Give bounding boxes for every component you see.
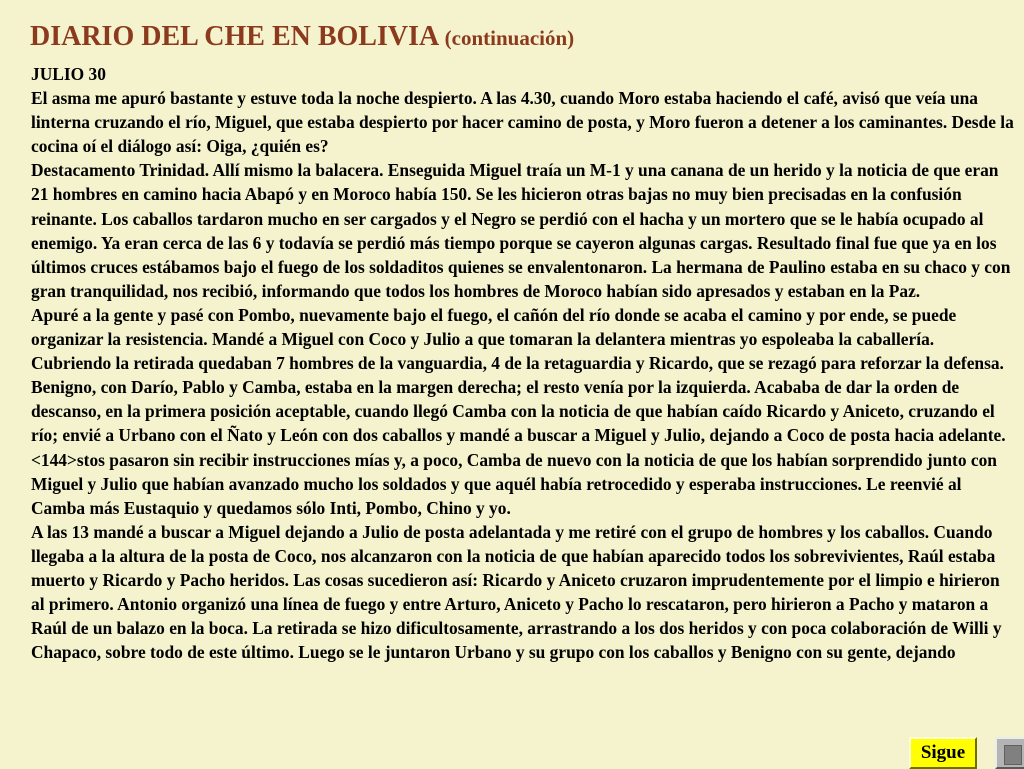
entry-paragraph-2: Destacamento Trinidad. Allí mismo la balacera. Enseguida Miguel traía un M-1 y una canana de un herido y la noticia de que eran 21 hombres en camino hacia Abapó y en Moroco había 150. Se les hicieron otras bajas no muy bien precisadas en la confusión reinante. Los caballos tardaron mucho en ser cargados y el Negro se perdió con el hacha y un mortero que se le había ocupado al enemigo. Ya eran cerca de las 6 y todavía se perdió más tiempo porque se cayeron algunas cargas. Resultado final fue que ya en los últimos cruces estábamos bajo el fuego de los soldaditos quienes se envalentonaron. La hermana de Paulino estaba en su chaco y con gran tranquilidad, nos recibió, informando que todos los hombres de Moroco habían sido apresados y estaban en la Paz. (31, 160, 1011, 301)
next-button[interactable]: Sigue (909, 737, 977, 769)
entry-paragraph-3: Apuré a la gente y pasé con Pombo, nuevamente bajo el fuego, el cañón del río donde se acaba el camino y por ende, se puede organizar la resistencia. Mandé a Miguel con Coco y Julio a que tomaran la delantera mientras yo espoleaba la caballería. Cubriendo la retirada quedaban 7 hombres de la vanguardia, 4 de la retaguardia y Ricardo, que se rezagó para reforzar la defensa. Benigno, con Darío, Pablo y Camba, estaba en la margen derecha; el resto venía por la izquierda. Acababa de dar la orden de descanso, en la primera posición aceptable, cuando llegó Camba con la noticia de que habían caído Ricardo y Aniceto, cruzando el río; envié a Urbano con el Ñato y León con dos caballos y mandé a buscar a Miguel y Julio, dejando a Coco de posta hacia adelante. <144>stos pasaron sin recibir instrucciones mías y, a poco, Camba de nuevo con la noticia de que los habían sorprendido junto con Miguel y Julio que habían avanzado mucho los soldados y que aquél había retrocedido y esperaba instrucciones. Le reenvié al Camba más Eustaquio y quedamos sólo Inti, Pombo, Chino y yo. (31, 304, 1006, 518)
entry-paragraph-4: A las 13 mandé a buscar a Miguel dejando a Julio de posta adelantada y me retiré con el grupo de hombres y los caballos. Cuando llegaba a la altura de la posta de Coco, nos alcanzaron con la noticia de que habían aparecido todos los sobrevivientes, Raúl estaba muerto y Ricardo y Pacho heridos. Las cosas sucedieron así: Ricardo y Aniceto cruzaron imprudentemente por el limpio e hirieron al primero. Antonio organizó una línea de fuego y entre Arturo, Aniceto y Pacho lo rescataron, pero hirieron a Pacho y mataron a Raúl de un balazo en la boca. La retirada se hizo dificultosamente, arrastrando a los dos heridos y con poca colaboración de Willi y Chapaco, sobre todo de este último. Luego se le juntaron Urbano y su grupo con los caballos y Benigno con su gente, dejando (31, 521, 1002, 663)
end-show-button[interactable] (995, 737, 1024, 769)
diary-entry (31, 62, 1016, 664)
page-title (30, 19, 574, 56)
title-subtitle: (continuación) (444, 26, 575, 50)
entry-paragraph-1: El asma me apuró bastante y estuve toda la noche despierto. A las 4.30, cuando Moro estaba haciendo el café, avisó que veía una linterna cruzando el río, Miguel, que estaba despierto por hacer camino de posta, y Moro fueron a detener a los caminantes. Desde la cocina oí el diálogo así: Oiga, ¿quién es? (31, 88, 1014, 157)
entry-date: JULIO 30 (31, 64, 106, 84)
title-text: DIARIO DEL CHE EN BOLIVIA (30, 21, 438, 52)
stop-icon (1004, 745, 1022, 765)
